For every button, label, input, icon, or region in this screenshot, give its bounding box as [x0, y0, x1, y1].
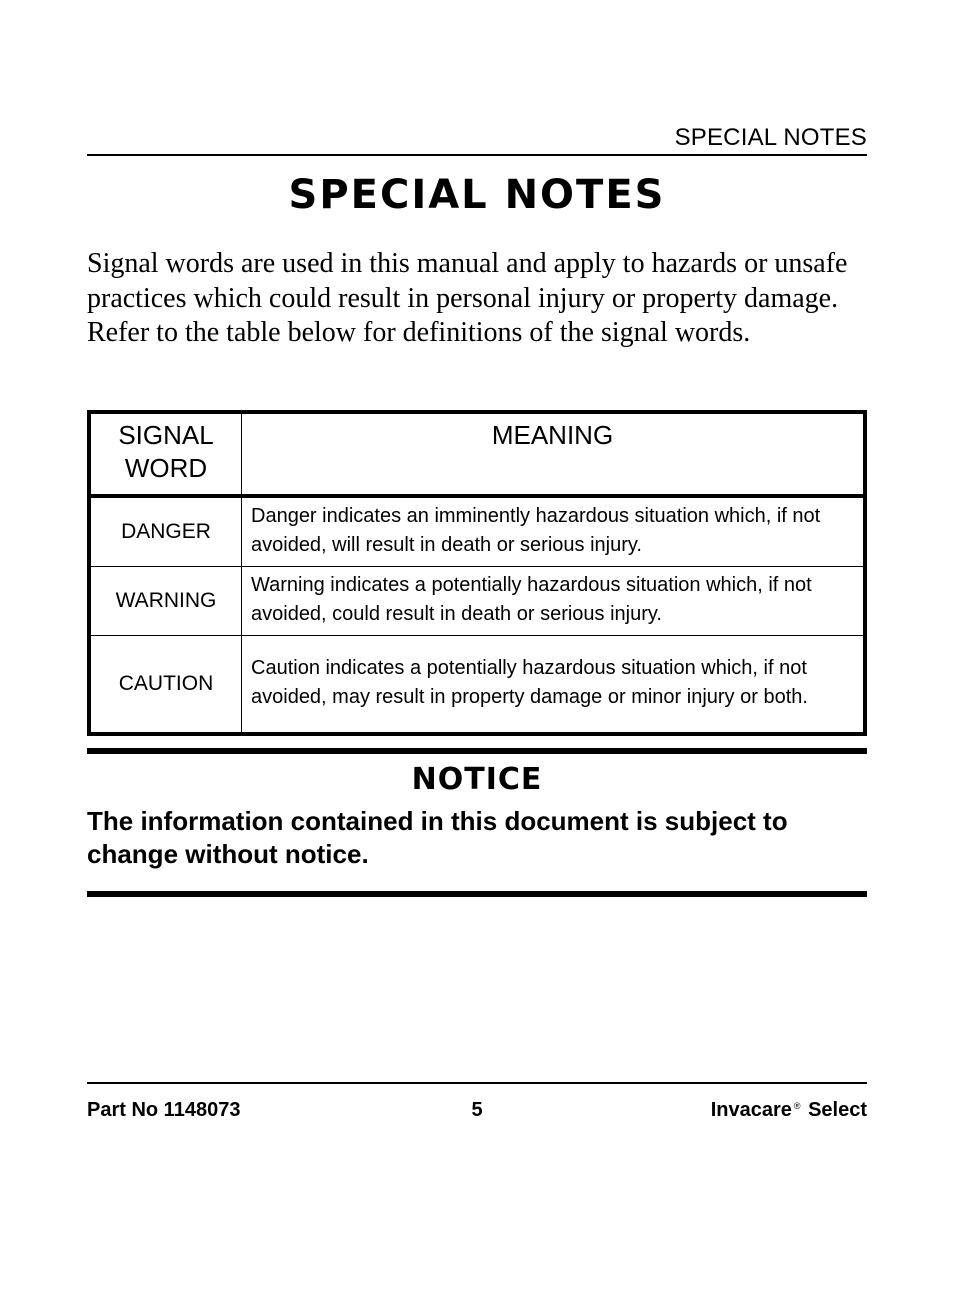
- notice-rule-bottom: [87, 891, 867, 897]
- table-header-row: [89, 412, 865, 496]
- footer-page-number: 5: [471, 1099, 483, 1121]
- column-header-signal-word: SIGNAL WORD: [89, 412, 242, 496]
- footer-product-name: [711, 1099, 867, 1122]
- footer-part-number: Part No 1148073: [87, 1099, 241, 1121]
- intro-paragraph: Signal words are used in this manual and apply to hazards or unsafe practices which could result in personal injury or property damage. Refer to the table below for definitions of the signal words.: [87, 248, 848, 348]
- footer-rule: [87, 1082, 867, 1084]
- notice-body: The information contained in this document is subject to change without notice.: [87, 806, 788, 869]
- table-row: [89, 496, 865, 567]
- running-head: SPECIAL NOTES: [674, 124, 867, 151]
- notice-title: NOTICE: [411, 762, 543, 797]
- signal-word-cell: DANGER: [89, 496, 242, 567]
- meaning-cell: Danger indicates an imminently hazardous situation which, if not avoided, will result in death or serious injury.: [242, 496, 866, 567]
- meaning-cell: Warning indicates a potentially hazardous situation which, if not avoided, could result in death or serious injury.: [242, 567, 866, 636]
- registered-mark: ®: [793, 1101, 801, 1111]
- footer-brand: Invacare: [710, 1099, 792, 1121]
- signal-words-table: [87, 410, 867, 736]
- signal-word-cell: CAUTION: [89, 636, 242, 735]
- notice-rule-top: [87, 748, 867, 754]
- header-rule: [87, 154, 867, 156]
- table-row: [89, 636, 865, 735]
- column-header-meaning: MEANING: [242, 412, 866, 496]
- footer-product: Select: [808, 1099, 867, 1121]
- signal-word-cell: WARNING: [89, 567, 242, 636]
- meaning-cell: Caution indicates a potentially hazardous situation which, if not avoided, may result in property damage or minor injury or both.: [242, 636, 866, 735]
- page-title: SPECIAL NOTES: [288, 172, 666, 218]
- table-row: [89, 567, 865, 636]
